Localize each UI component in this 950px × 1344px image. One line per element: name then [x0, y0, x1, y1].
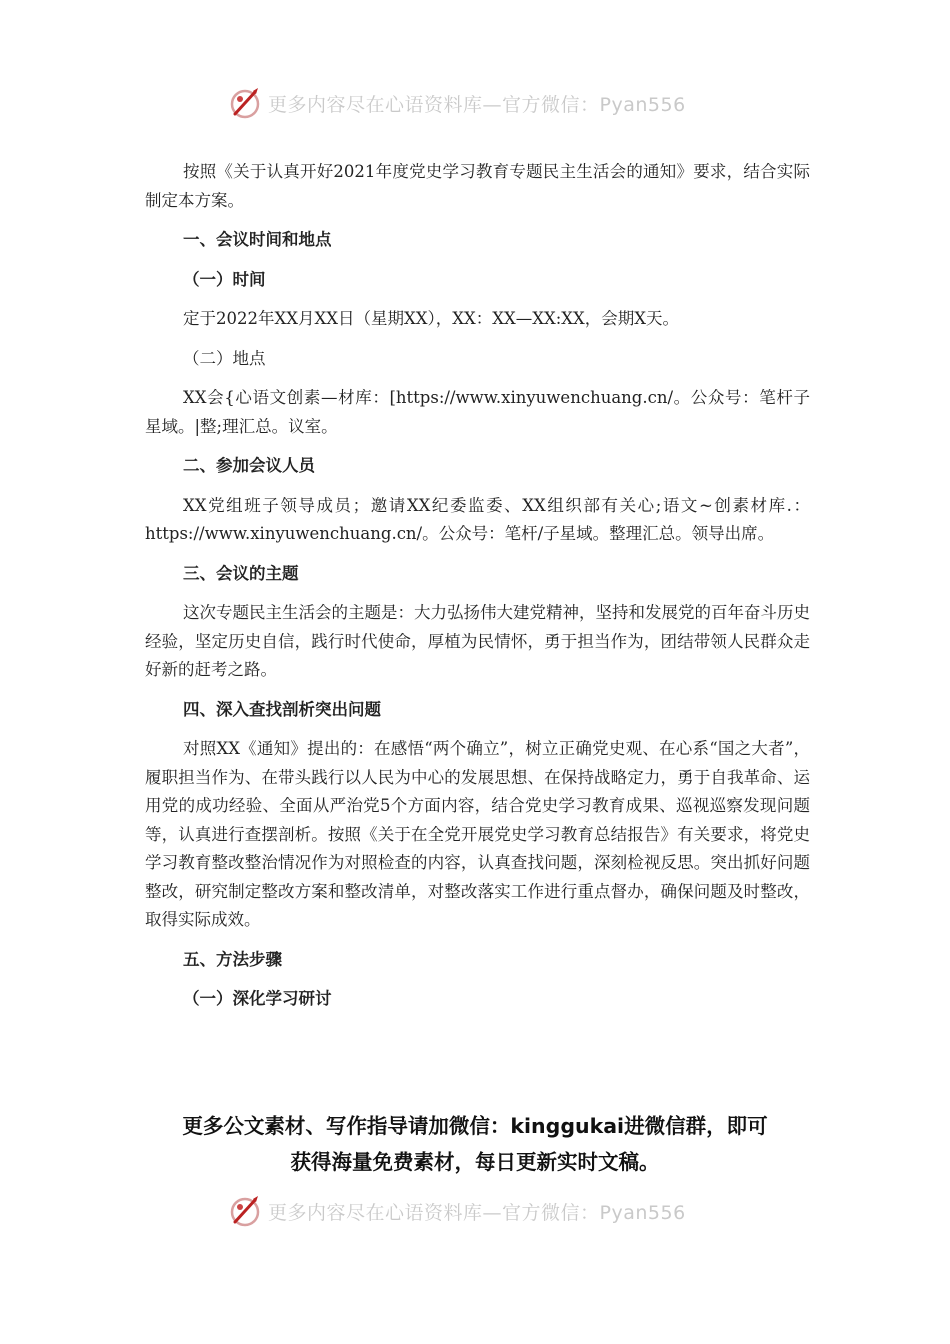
footer-banner	[228, 1191, 728, 1231]
section-3-paragraph: 这次专题民主生活会的主题是：大力弘扬伟大建党精神，坚持和发展党的百年奋斗历史经验，坚定历史自信，践行时代使命，厚植为民情怀，勇于担当作为，团结带领人民群众走好新的赶考之路。	[145, 603, 810, 679]
section-1-place-paragraph: XX会{心语文创素—材库：[https://www.xinyuwenchuang.cn/。公众号：笔杆子星域。|整;理汇总。议室。	[145, 388, 810, 436]
section-5-sub-1-heading: （一）深化学习研讨	[183, 989, 332, 1008]
section-1-sub-2-heading: （二）地点	[183, 348, 266, 368]
section-4-paragraph: 对照XX《通知》提出的：在感悟“两个确立”，树立正确党史观、在心系“国之大者”，履职担当作为、在带头践行以人民为中心的发展思想、在保持战略定力，勇于自我革命、运用党的成功经验、全面从严治党5个方面内容，结合党史学习教育成果、巡视巡察发现问题等，认真进行查摆剖析。按照《关于在全党开展党史学习教育总结报告》有关要求，将党史学习教育整改整治情况作为对照检查的内容，认真查找问题，深刻检视反思。突出抓好问题整改，研究制定整改方案和整改清单，对整改落实工作进行重点督办，确保问题及时整改，取得实际成效。	[145, 739, 810, 929]
banner-wechat-id: Pyan556	[599, 93, 686, 116]
pen-logo-icon	[228, 1193, 264, 1229]
section-4-heading: 四、深入查找剖析突出问题	[183, 699, 381, 719]
banner-text: 更多内容尽在心语资料库—官方微信：	[268, 1201, 600, 1224]
section-1-sub-1-heading: （一）时间	[183, 269, 266, 289]
banner-wechat-id: Pyan556	[599, 1201, 686, 1224]
pen-logo-icon	[228, 85, 264, 121]
section-3-heading: 三、会议的主题	[183, 563, 299, 583]
header-banner	[228, 83, 728, 123]
section-1-heading: 一、会议时间和地点	[183, 230, 332, 249]
banner-text: 更多内容尽在心语资料库—官方微信：	[268, 93, 600, 116]
promo-line-2: 获得海量免费素材，每日更新实时文稿。	[290, 1150, 660, 1174]
intro-paragraph: 按照《关于认真开好2021年度党史学习教育专题民主生活会的通知》要求，结合实际制定本方案。	[145, 162, 810, 210]
section-1-time-paragraph: 定于2022年XX月XX日（星期XX），XX：XX—XX:XX，会期X天。	[183, 309, 679, 328]
section-2-heading: 二、参加会议人员	[183, 456, 315, 475]
section-2-paragraph: XX党组班子领导成员；邀请XX纪委监委、XX组织部有关心;语文~创素材库.：https://www.xinyuwenchuang.cn/。公众号：笔杆/子星域。整理汇总。领导出席。	[145, 495, 810, 543]
promo-notice	[120, 1108, 830, 1180]
section-5-heading: 五、方法步骤	[183, 949, 282, 969]
document-body	[145, 158, 810, 1014]
promo-line-1: 更多公文素材、写作指导请加微信：kinggukai进微信群，即可	[182, 1114, 768, 1138]
